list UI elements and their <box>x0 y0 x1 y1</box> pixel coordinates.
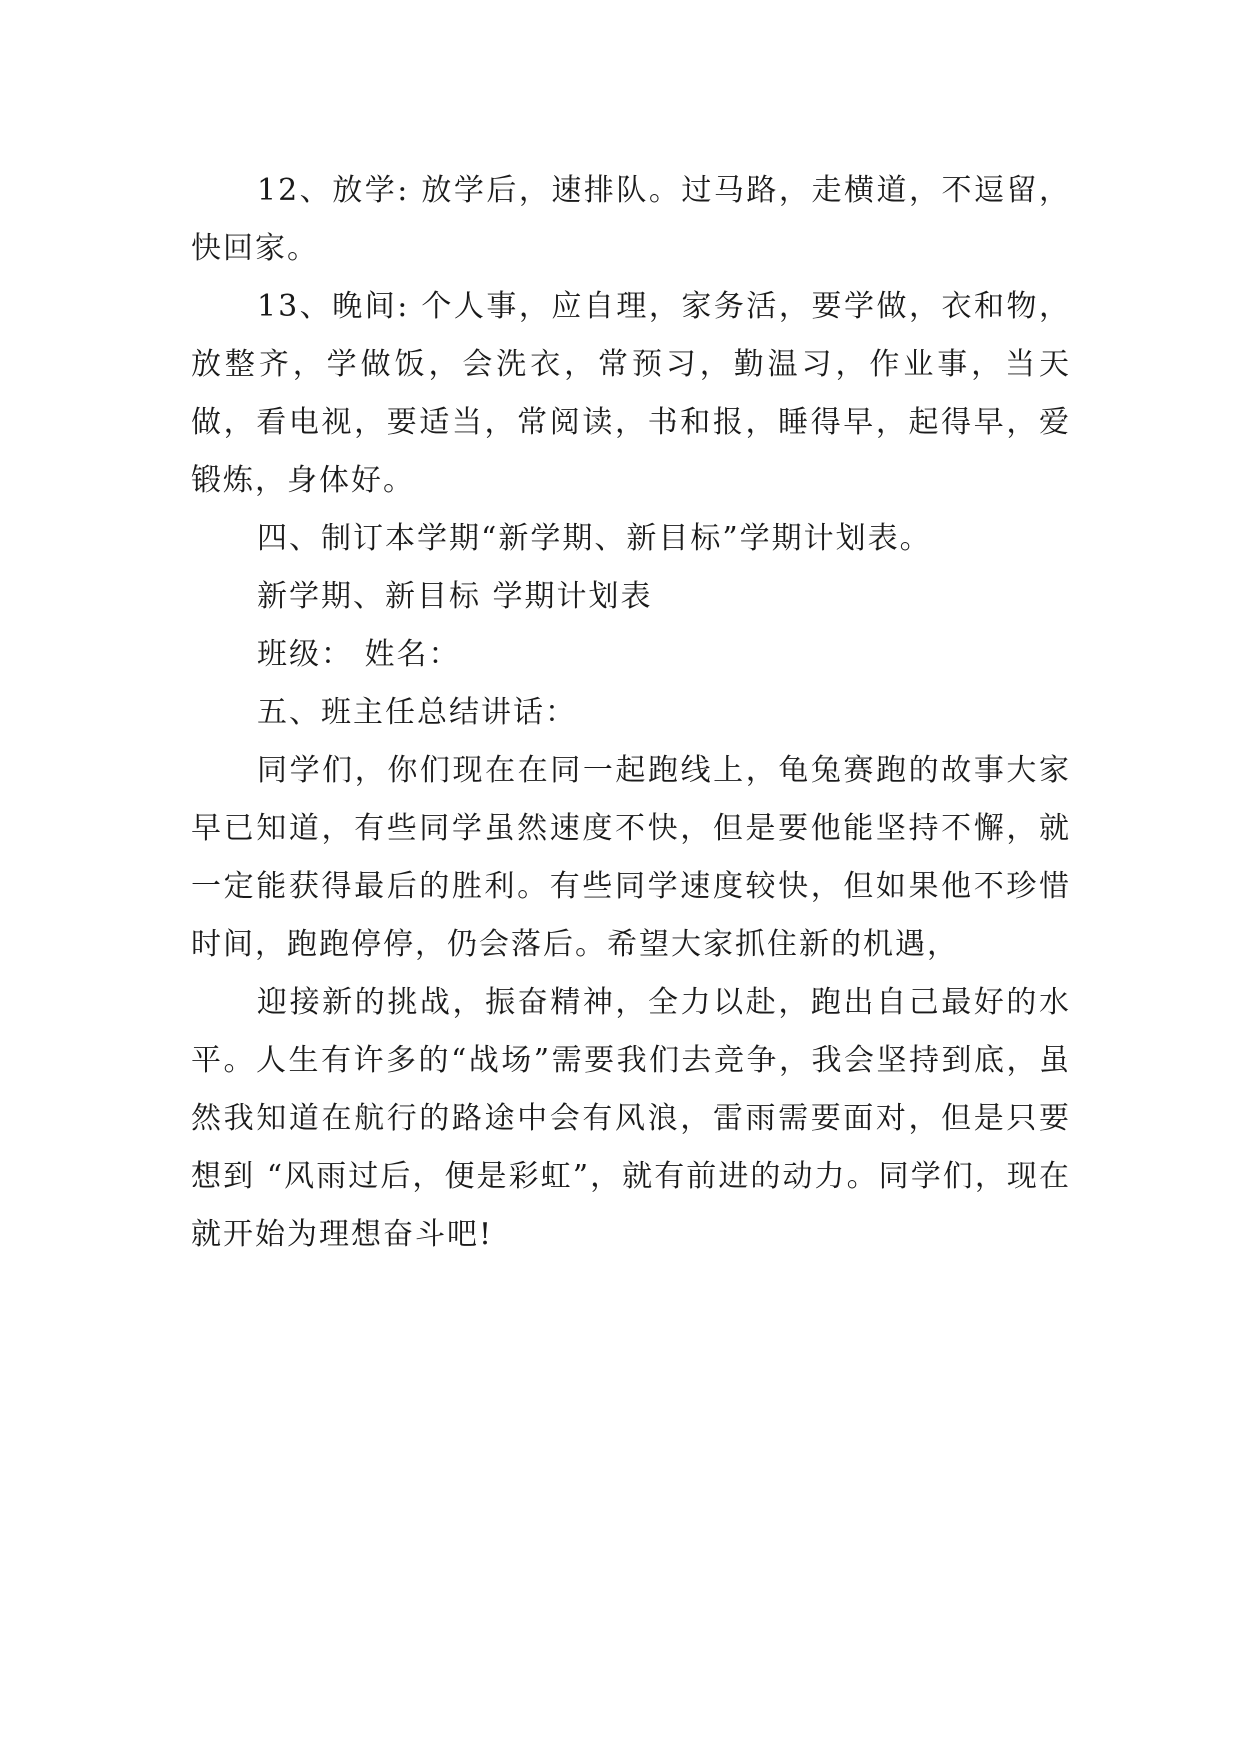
class-name-line: 班级： 姓名： <box>257 637 461 672</box>
paragraph-section-four: 四、制订本学期“新学期、新目标”学期计划表。 <box>257 521 932 556</box>
paragraph-evening: 13、晚间: 个人事，应自理，家务活，要学做，衣和物，放整齐，学做饭，会洗衣，常预习，勤温习，作业事，当天做，看电视，要适当，常阅读，书和报，睡得早，起得早，爱锻炼，身体好。 <box>191 289 1071 498</box>
paragraph-speech-part-one: 同学们，你们现在在同一起跑线上，龟兔赛跑的故事大家早已知道，有些同学虽然速度不快，但是要他能坚持不懈，就一定能获得最后的胜利。有些同学速度较快，但如果他不珍惜时间，跑跑停停，仍会落后。希望大家抓住新的机遇， <box>191 753 1071 962</box>
paragraph-section-five: 五、班主任总结讲话： <box>257 695 577 730</box>
paragraph-dismissal: 12、放学: 放学后，速排队。过马路，走横道，不逗留，快回家。 <box>191 173 1071 266</box>
paragraph-speech-part-two: 迎接新的挑战，振奋精神，全力以赴，跑出自己最好的水平。人生有许多的“战场”需要我们去竞争，我会坚持到底，虽然我知道在航行的路途中会有风浪，雷雨需要面对，但是只要想到 “风雨过后，便是彩虹”，就有前进的动力。同学们，现在就开始为理想奋斗吧! <box>191 985 1071 1252</box>
plan-table-title: 新学期、新目标 学期计划表 <box>257 579 653 614</box>
document-body <box>191 162 1071 1264</box>
